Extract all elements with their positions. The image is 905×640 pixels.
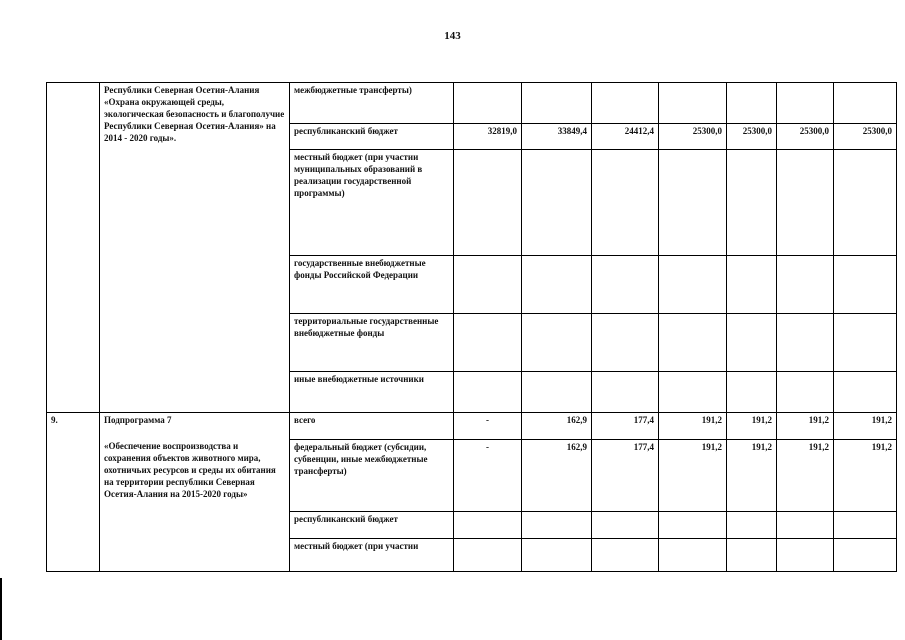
source-label: всего (290, 413, 454, 440)
value-cell (659, 539, 727, 572)
value-cell (834, 150, 897, 256)
value-cell (727, 539, 777, 572)
value-cell (659, 314, 727, 372)
subprogram-title: Подпрограмма 7 (104, 415, 172, 425)
value-cell (777, 150, 834, 256)
value-cell (777, 512, 834, 539)
value-cell: 191,2 (727, 413, 777, 440)
value-cell (727, 372, 777, 413)
source-label: межбюджетные трансферты) (290, 83, 454, 124)
value-cell: 191,2 (777, 413, 834, 440)
value-cell (592, 150, 659, 256)
subprogram-description: «Обеспечение воспроизводства и сохранения объектов животного мира, охотничьих ресурсов и среды их обитания на территории республики Северная Осетия-Алания на 2015-2020 годы» (104, 441, 276, 499)
value-cell: 177,4 (592, 413, 659, 440)
row-number-cell (47, 83, 100, 413)
value-cell: 162,9 (522, 440, 592, 512)
value-cell: 177,4 (592, 440, 659, 512)
value-cell: 191,2 (834, 413, 897, 440)
source-label: иные внебюджетные источники (290, 372, 454, 413)
value-cell (834, 539, 897, 572)
source-label: местный бюджет (при участии муниципальных образований в реализации государственной программы) (290, 150, 454, 256)
value-cell (522, 372, 592, 413)
program-title-cell (100, 83, 290, 413)
value-cell (727, 150, 777, 256)
value-cell (777, 83, 834, 124)
value-cell (777, 256, 834, 314)
value-cell (454, 314, 522, 372)
scan-edge-mark (0, 578, 2, 640)
source-label: местный бюджет (при участии (290, 539, 454, 572)
program-title: Республики Северная Осетия-Алания «Охрана окружающей среды, экологическая безопасность и благополучие Республики Северная Осетия-Алания» на 2014 - 2020 годы». (104, 85, 285, 143)
page-number: 143 (444, 30, 461, 42)
value-cell (659, 372, 727, 413)
value-cell (522, 539, 592, 572)
row-number-cell: 9. (47, 413, 100, 572)
table-row (47, 83, 897, 124)
value-cell (592, 83, 659, 124)
value-cell (522, 314, 592, 372)
source-label: территориальные государственные внебюджетные фонды (290, 314, 454, 372)
value-cell (834, 256, 897, 314)
source-label: республиканский бюджет (290, 124, 454, 150)
value-cell: 25300,0 (727, 124, 777, 150)
value-cell (727, 256, 777, 314)
value-cell: - (454, 413, 522, 440)
table-row (47, 413, 897, 440)
subprogram-cell (100, 413, 290, 572)
value-cell (834, 314, 897, 372)
value-cell (834, 512, 897, 539)
value-cell: 191,2 (834, 440, 897, 512)
value-cell: 191,2 (659, 413, 727, 440)
value-cell: 191,2 (659, 440, 727, 512)
value-cell (592, 372, 659, 413)
value-cell (592, 314, 659, 372)
value-cell: 191,2 (727, 440, 777, 512)
value-cell (522, 512, 592, 539)
source-label: государственные внебюджетные фонды Российской Федерации (290, 256, 454, 314)
source-label: федеральный бюджет (субсидии, субвенции, иные межбюджетные трансферты) (290, 440, 454, 512)
value-cell (659, 83, 727, 124)
value-cell (592, 256, 659, 314)
value-cell (454, 372, 522, 413)
budget-table (46, 82, 897, 572)
value-cell (454, 83, 522, 124)
value-cell (659, 256, 727, 314)
value-cell (727, 83, 777, 124)
value-cell: 32819,0 (454, 124, 522, 150)
value-cell: 33849,4 (522, 124, 592, 150)
value-cell (727, 314, 777, 372)
value-cell: 191,2 (777, 440, 834, 512)
value-cell (592, 539, 659, 572)
value-cell (454, 512, 522, 539)
value-cell (727, 512, 777, 539)
value-cell (777, 372, 834, 413)
value-cell (454, 150, 522, 256)
value-cell (592, 512, 659, 539)
value-cell (522, 83, 592, 124)
value-cell: - (454, 440, 522, 512)
value-cell (522, 256, 592, 314)
value-cell: 25300,0 (777, 124, 834, 150)
value-cell (834, 83, 897, 124)
value-cell (454, 539, 522, 572)
source-label: республиканский бюджет (290, 512, 454, 539)
value-cell: 25300,0 (834, 124, 897, 150)
value-cell (522, 150, 592, 256)
value-cell (777, 314, 834, 372)
value-cell (454, 256, 522, 314)
value-cell: 25300,0 (659, 124, 727, 150)
value-cell (834, 372, 897, 413)
value-cell: 24412,4 (592, 124, 659, 150)
value-cell (777, 539, 834, 572)
value-cell (659, 150, 727, 256)
value-cell (659, 512, 727, 539)
value-cell: 162,9 (522, 413, 592, 440)
